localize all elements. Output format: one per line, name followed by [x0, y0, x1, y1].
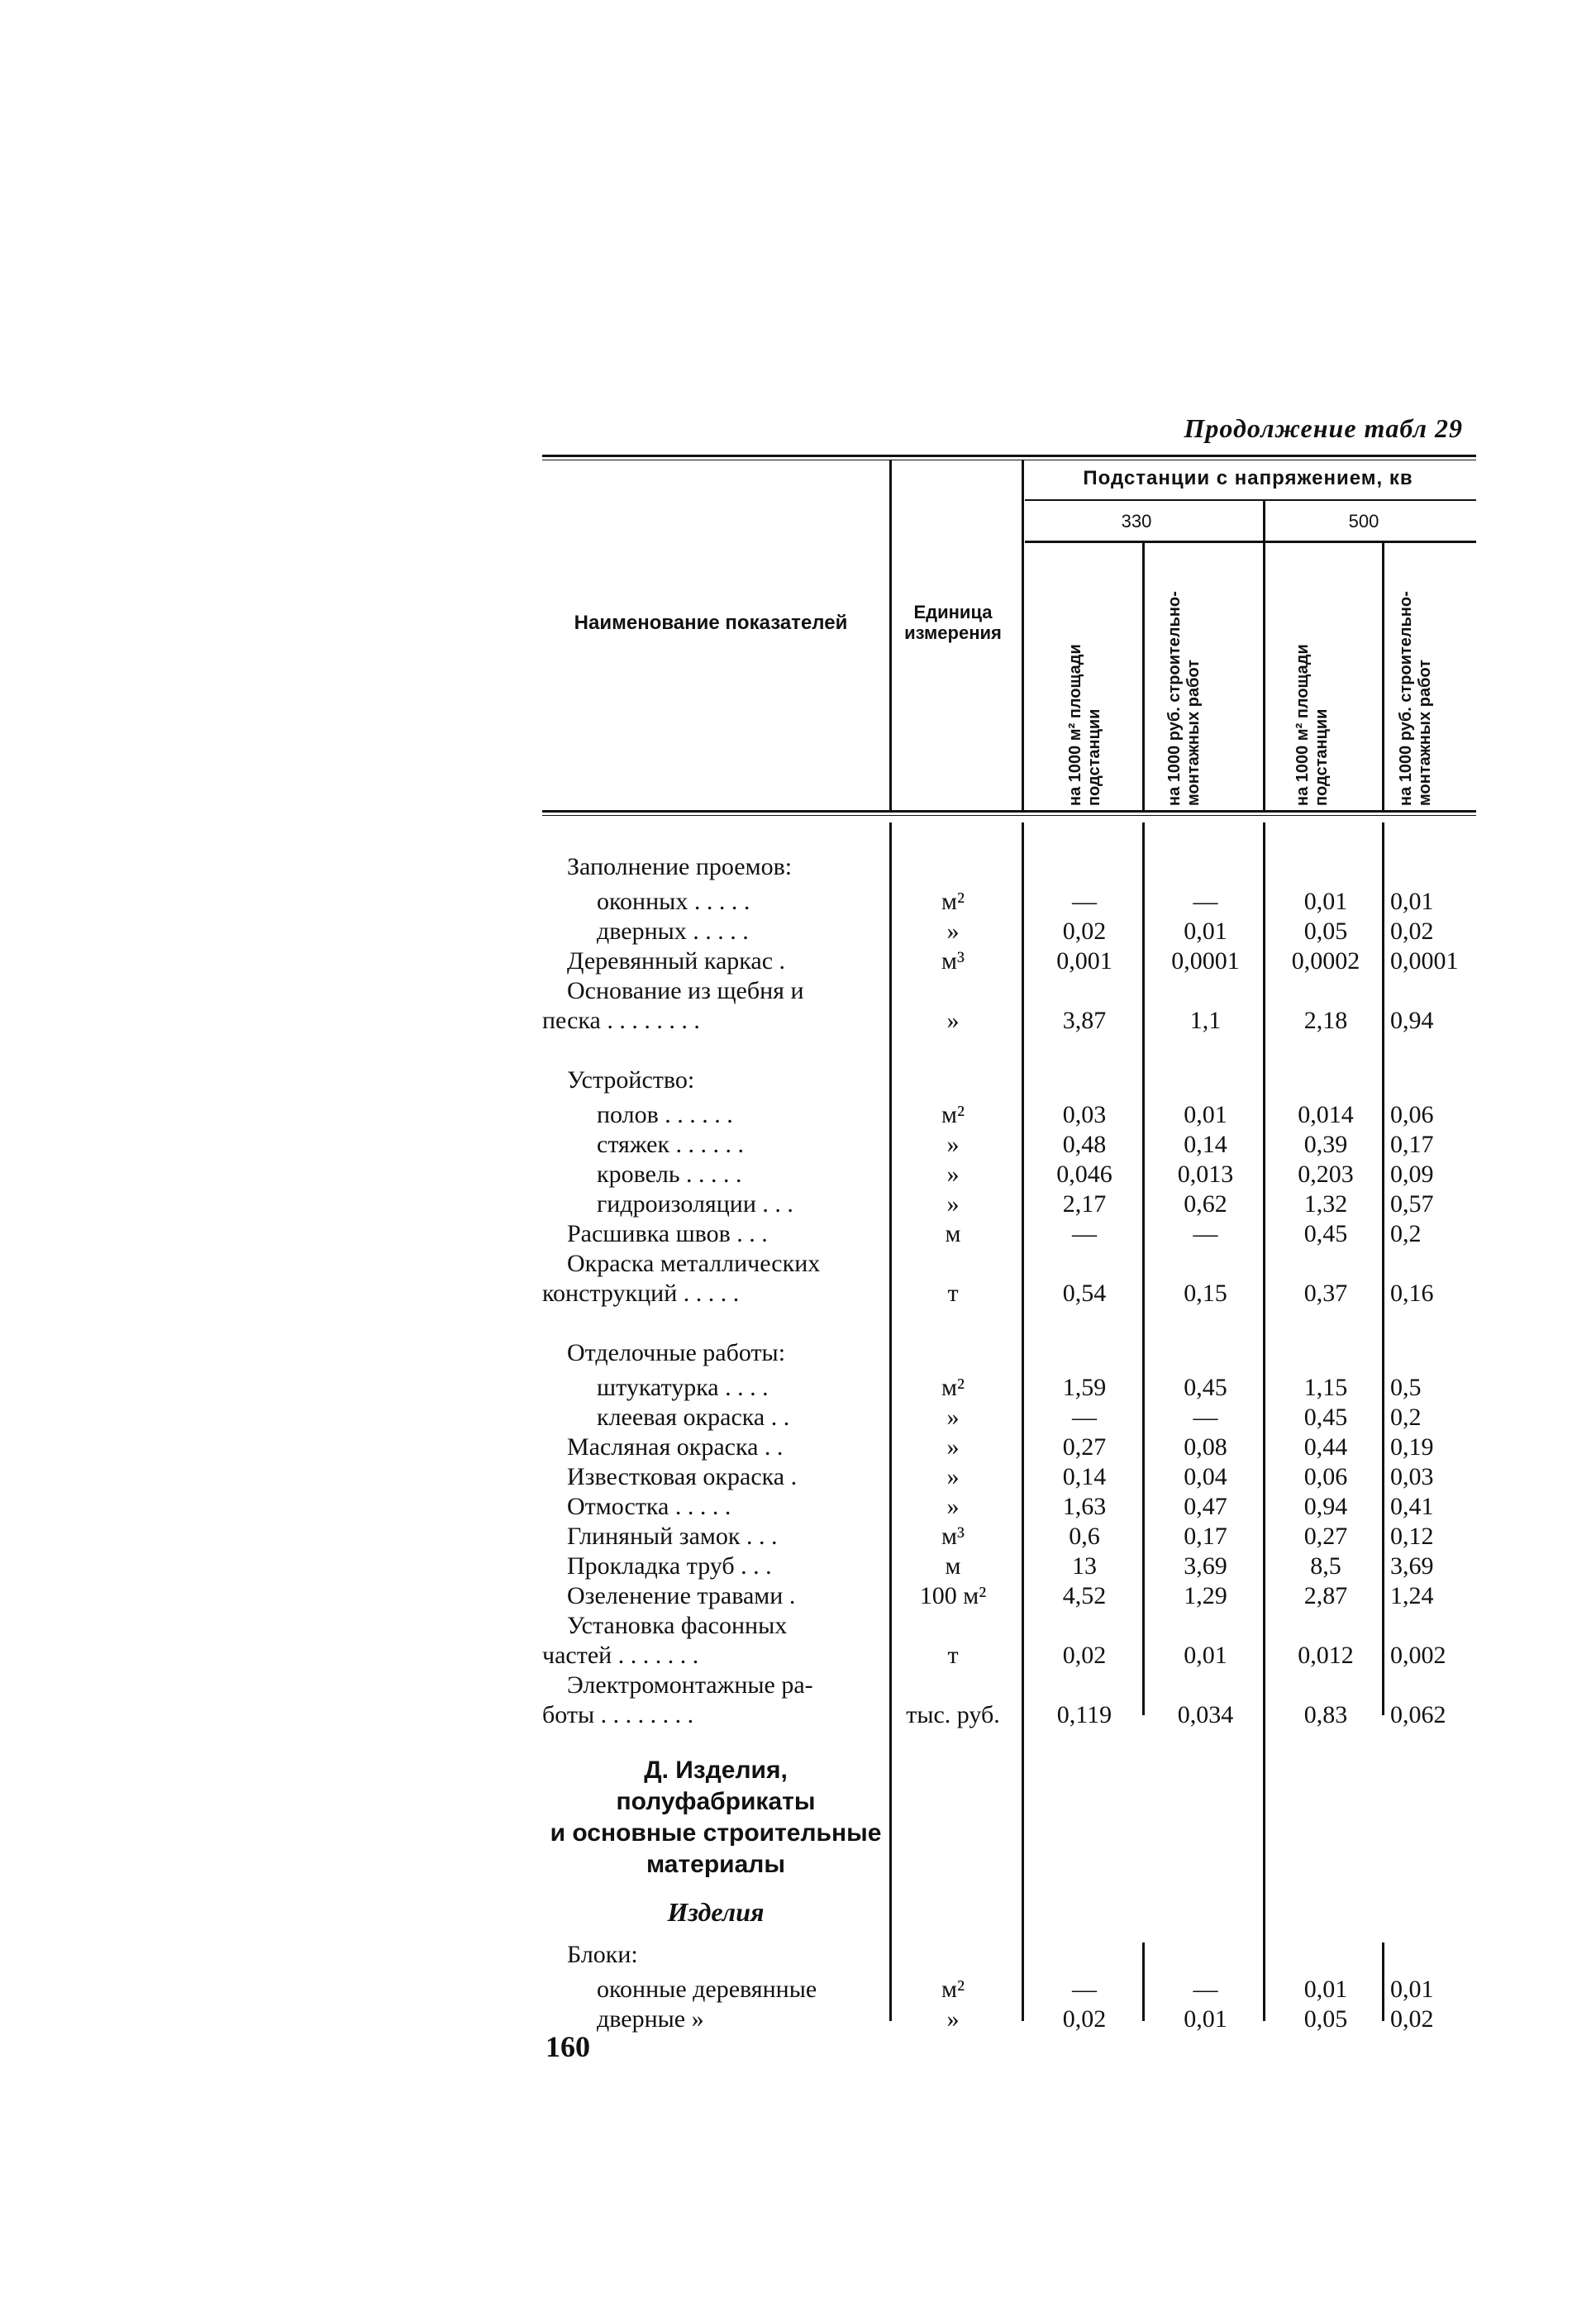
row-label: частей . . . . . . . [542, 1642, 699, 1669]
row-value-330-cost: 0,08 [1184, 1433, 1227, 1461]
table-group-heading [542, 1061, 1476, 1100]
row-gap [542, 1730, 1476, 1755]
row-value-500-cost: 0,12 [1390, 1523, 1434, 1550]
row-value-330-area: — [1072, 888, 1097, 915]
row-value-500-cost: 0,5 [1390, 1374, 1422, 1401]
row-value-330-cost: — [1193, 888, 1218, 915]
row-value-500-area: 2,87 [1303, 1582, 1348, 1609]
row-unit: » [946, 1190, 960, 1218]
table-row [542, 1975, 1476, 2005]
row-value-500-cost: 0,94 [1390, 1007, 1434, 1034]
table-row [542, 917, 1476, 946]
group-heading-label: Отделочные работы: [567, 1339, 786, 1366]
table-row [542, 1100, 1476, 1130]
row-value-500-cost: 0,01 [1390, 1976, 1434, 2003]
row-value-330-cost: 0,034 [1177, 1701, 1234, 1728]
row-unit: 100 м² [919, 1582, 987, 1609]
section-title-block [542, 1755, 889, 1881]
row-unit: т [947, 1280, 959, 1307]
row-value-330-cost: — [1193, 1220, 1218, 1247]
table-row [542, 1522, 1476, 1552]
row-value-500-area: 0,45 [1303, 1404, 1348, 1431]
row-value-500-area: 0,01 [1303, 1976, 1348, 2003]
row-unit: тыс. руб. [906, 1701, 1000, 1728]
row-value-330-area: 0,27 [1062, 1433, 1107, 1461]
group-heading-label: Заполнение проемов: [567, 853, 793, 880]
table-row [542, 1700, 1476, 1730]
table-row [542, 1462, 1476, 1492]
row-gap [542, 1036, 1476, 1061]
row-value-500-cost: 0,57 [1390, 1190, 1434, 1218]
group-heading-label: Блоки: [567, 1941, 638, 1968]
table-group-heading [542, 1333, 1476, 1373]
row-label: клеевая окраска . . [597, 1404, 790, 1431]
row-value-330-area: 1,59 [1062, 1374, 1107, 1401]
row-label: кровель . . . . . [597, 1161, 742, 1188]
header-divider-volt [1263, 499, 1265, 810]
row-value-500-area: 0,37 [1303, 1280, 1348, 1307]
row-value-500-area: 1,32 [1303, 1190, 1348, 1218]
group-heading-label: Устройство: [567, 1066, 695, 1094]
row-value-330-area: 0,03 [1062, 1101, 1107, 1128]
section-title-line: материалы [646, 1851, 785, 1878]
row-value-330-area: 0,02 [1062, 918, 1107, 945]
table-row [542, 1160, 1476, 1189]
row-value-500-cost: 0,41 [1390, 1493, 1434, 1520]
row-unit: » [946, 1161, 960, 1188]
row-label: штукатурка . . . . [597, 1374, 769, 1401]
row-value-330-cost: 0,45 [1184, 1374, 1227, 1401]
row-value-330-area: 3,87 [1062, 1007, 1107, 1034]
row-value-500-cost: 0,03 [1390, 1463, 1434, 1490]
row-value-330-cost: 0,01 [1184, 1642, 1227, 1669]
column-header-sub1: на 1000 м² площади подстанции [1066, 644, 1103, 806]
row-unit: м [945, 1552, 961, 1580]
table-row [542, 1249, 1476, 1279]
row-value-330-area: 0,6 [1069, 1523, 1100, 1550]
row-value-500-cost: 1,24 [1390, 1582, 1434, 1609]
row-value-500-cost: 3,69 [1390, 1552, 1434, 1580]
row-unit: » [946, 1404, 960, 1431]
table-row [542, 1432, 1476, 1462]
row-value-500-area: 0,27 [1303, 1523, 1348, 1550]
row-value-330-area: 0,046 [1056, 1161, 1112, 1188]
row-value-500-cost: 0,06 [1390, 1101, 1434, 1128]
row-label: дверные » [597, 2005, 704, 2033]
voltage-header-rule [1025, 541, 1476, 543]
row-value-330-cost: 3,69 [1184, 1552, 1227, 1580]
row-value-330-cost: 0,01 [1184, 918, 1227, 945]
row-value-330-area: 1,63 [1062, 1493, 1107, 1520]
row-unit: м³ [941, 1523, 965, 1550]
row-value-500-area: 0,94 [1303, 1493, 1348, 1520]
row-unit: » [946, 1433, 960, 1461]
row-value-500-cost: 0,2 [1390, 1220, 1422, 1247]
row-value-500-cost: 0,2 [1390, 1404, 1422, 1431]
row-value-330-cost: 0,013 [1177, 1161, 1234, 1188]
row-label: стяжек . . . . . . [597, 1131, 745, 1158]
row-value-330-cost: 1,1 [1189, 1007, 1222, 1034]
group-header-rule [1025, 499, 1476, 501]
row-value-500-cost: 0,19 [1390, 1433, 1434, 1461]
row-value-330-area: 0,54 [1062, 1280, 1107, 1307]
section-title-line: и основные строительные [550, 1819, 882, 1847]
table-row [542, 887, 1476, 917]
row-value-330-cost: 0,15 [1184, 1280, 1227, 1307]
row-gap [542, 1309, 1476, 1333]
row-value-330-cost: 0,17 [1184, 1523, 1227, 1550]
row-label: Установка фасонных [567, 1612, 788, 1639]
row-unit: м² [941, 1101, 965, 1128]
row-value-500-cost: 0,17 [1390, 1131, 1434, 1158]
row-unit: м² [941, 888, 965, 915]
table-row [542, 1552, 1476, 1581]
column-header-sub2: на 1000 руб. строительно-монтажных работ [1165, 591, 1203, 806]
row-value-330-area: 2,17 [1062, 1190, 1107, 1218]
row-label: Озеленение травами . [567, 1582, 796, 1609]
table-top-rule [542, 455, 1476, 457]
row-value-500-area: 0,45 [1303, 1220, 1348, 1247]
row-value-330-area: 13 [1072, 1552, 1097, 1580]
row-value-330-cost: 0,47 [1184, 1493, 1227, 1520]
row-label: полов . . . . . . [597, 1101, 733, 1128]
table-group-heading [542, 847, 1476, 887]
row-value-330-cost: — [1193, 1404, 1218, 1431]
row-value-500-area: 0,44 [1303, 1433, 1348, 1461]
row-value-330-area: — [1072, 1976, 1097, 2003]
row-label: дверных . . . . . [597, 918, 749, 945]
header-divider-b [1382, 543, 1384, 810]
row-value-500-area: 2,18 [1303, 1007, 1348, 1034]
row-label: Электромонтажные ра- [567, 1671, 813, 1699]
table-row [542, 1006, 1476, 1036]
row-value-330-area: 0,48 [1062, 1131, 1107, 1158]
column-header-sub3: на 1000 м² площади подстанции [1293, 644, 1331, 806]
row-value-500-area: 0,0002 [1291, 947, 1360, 975]
row-value-330-area: 0,14 [1062, 1463, 1107, 1490]
column-header-sub4: на 1000 руб. строительно-монтажных работ [1397, 591, 1434, 806]
column-header-name: Наименование показателей [574, 612, 848, 634]
table-row [542, 2005, 1476, 2034]
row-value-500-area: 1,15 [1303, 1374, 1348, 1401]
row-unit: » [946, 1493, 960, 1520]
row-label: Глиняный замок . . . [567, 1523, 778, 1550]
row-value-330-area: 0,02 [1062, 2005, 1107, 2033]
row-value-330-cost: 0,01 [1184, 1101, 1227, 1128]
row-value-330-cost: 0,14 [1184, 1131, 1227, 1158]
header-divider-a [1142, 543, 1145, 810]
table-row [542, 1279, 1476, 1309]
table-row [542, 1611, 1476, 1641]
row-value-500-area: 0,39 [1303, 1131, 1348, 1158]
row-unit: » [946, 1463, 960, 1490]
row-value-500-area: 0,05 [1303, 918, 1348, 945]
table-row [542, 946, 1476, 976]
row-value-330-area: 0,02 [1062, 1642, 1107, 1669]
row-unit: » [946, 1007, 960, 1034]
header-divider-group [1022, 460, 1024, 810]
row-unit: м² [941, 1374, 965, 1401]
row-value-500-cost: 0,02 [1390, 918, 1434, 945]
row-unit: » [946, 1131, 960, 1158]
row-value-500-area: 0,012 [1298, 1642, 1354, 1669]
row-value-330-area: — [1072, 1220, 1097, 1247]
row-label: Основание из щебня и [567, 977, 804, 1004]
table-row [542, 1373, 1476, 1403]
table-row [542, 1492, 1476, 1522]
section-title-line: полуфабрикаты [616, 1788, 816, 1815]
row-value-330-cost: 0,62 [1184, 1190, 1227, 1218]
row-value-500-area: 8,5 [1310, 1552, 1341, 1580]
row-value-330-area: 4,52 [1062, 1582, 1107, 1609]
table-row [542, 1671, 1476, 1700]
row-unit: » [946, 2005, 960, 2033]
row-unit: м³ [941, 947, 965, 975]
row-value-500-area: 0,014 [1298, 1101, 1354, 1128]
row-label: Деревянный каркас . [567, 947, 786, 975]
row-unit: м² [941, 1976, 965, 2003]
table-row [542, 1130, 1476, 1160]
table-body [542, 847, 1476, 2034]
row-label: Масляная окраска . . [567, 1433, 784, 1461]
section-title [542, 1755, 1476, 1889]
row-value-500-cost: 0,0001 [1390, 947, 1459, 975]
row-label: Расшивка швов . . . [567, 1220, 768, 1247]
row-value-330-area: — [1072, 1404, 1097, 1431]
table-row [542, 976, 1476, 1006]
row-value-500-area: 0,203 [1298, 1161, 1354, 1188]
row-value-330-area: 0,001 [1056, 947, 1112, 975]
column-header-group: Подстанции с напряжением, кв [1083, 467, 1413, 489]
table-group-heading [542, 1935, 1476, 1975]
row-unit: м [945, 1220, 961, 1247]
row-label: Прокладка труб . . . [567, 1552, 772, 1580]
row-label: конструкций . . . . . [542, 1280, 740, 1307]
row-label: Отмостка . . . . . [567, 1493, 731, 1520]
row-label: песка . . . . . . . . [542, 1007, 700, 1034]
table-row [542, 1581, 1476, 1611]
table-row [542, 1219, 1476, 1249]
column-header-voltage-500: 500 [1348, 511, 1379, 532]
table-row [542, 1189, 1476, 1219]
row-label: Окраска металлических [567, 1250, 821, 1277]
row-label: гидроизоляции . . . [597, 1190, 793, 1218]
row-value-500-cost: 0,16 [1390, 1280, 1434, 1307]
section-title-line: Д. Изделия, [644, 1757, 788, 1784]
header-bottom-rule [542, 810, 1476, 813]
table-caption: Продолжение табл 29 [1184, 413, 1463, 443]
row-value-500-area: 0,06 [1303, 1463, 1348, 1490]
row-label: боты . . . . . . . . [542, 1701, 694, 1728]
row-value-330-cost: 0,01 [1184, 2005, 1227, 2033]
subsection-title-label: Изделия [667, 1897, 765, 1927]
row-label: оконных . . . . . [597, 888, 750, 915]
row-value-330-cost: — [1193, 1976, 1218, 2003]
row-value-330-cost: 0,04 [1184, 1463, 1227, 1490]
row-value-500-area: 0,83 [1303, 1701, 1348, 1728]
row-unit: » [946, 918, 960, 945]
subsection-title [542, 1889, 1476, 1935]
row-value-500-cost: 0,02 [1390, 2005, 1434, 2033]
row-value-330-cost: 0,0001 [1171, 947, 1240, 975]
page-number: 160 [545, 2030, 590, 2063]
row-value-500-area: 0,05 [1303, 2005, 1348, 2033]
header-bottom-rule-thin [542, 815, 1476, 816]
row-value-500-area: 0,01 [1303, 888, 1348, 915]
row-unit: т [947, 1642, 959, 1669]
row-value-500-cost: 0,01 [1390, 888, 1434, 915]
column-header-unit: Единица измерения [904, 602, 1002, 644]
row-label: Известковая окраска . [567, 1463, 798, 1490]
row-value-330-area: 0,119 [1056, 1701, 1112, 1728]
table-row [542, 1403, 1476, 1432]
row-value-500-cost: 0,09 [1390, 1161, 1434, 1188]
row-value-500-cost: 0,002 [1390, 1642, 1446, 1669]
table-row [542, 1641, 1476, 1671]
row-value-500-cost: 0,062 [1390, 1701, 1446, 1728]
row-value-330-cost: 1,29 [1184, 1582, 1227, 1609]
column-header-voltage-330: 330 [1121, 511, 1152, 532]
row-label: оконные деревянные [597, 1976, 817, 2003]
